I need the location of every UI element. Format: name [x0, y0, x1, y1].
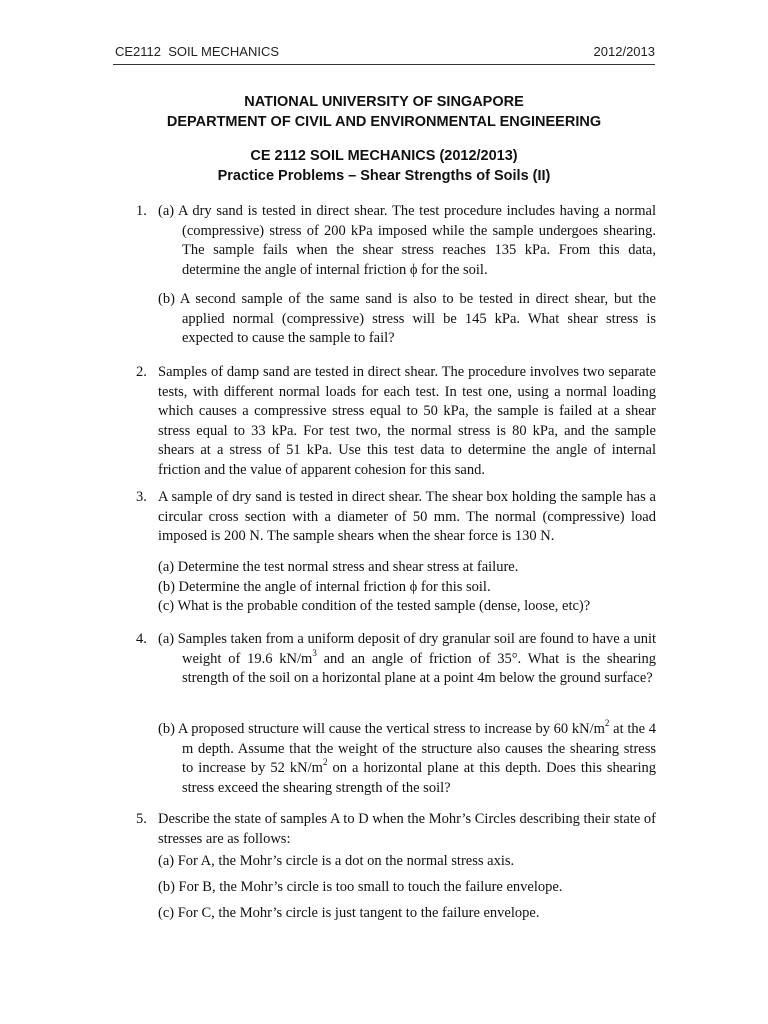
- problem-5-number: 5.: [136, 811, 147, 827]
- problem-3-part-a: (a) Determine the test normal stress and shear stress at failure.: [158, 559, 519, 575]
- cube-superscript: 3: [312, 647, 317, 658]
- problem-3-part-c: (c) What is the probable condition of the tested sample (dense, loose, etc)?: [158, 598, 591, 614]
- problem-5: [158, 810, 656, 849]
- institution-title: [113, 92, 655, 132]
- problem-4-part-b: [158, 720, 656, 798]
- problem-4-part-a-text: [158, 630, 656, 689]
- problem-2-text: Samples of damp sand are tested in direct shear. The procedure involves two separate tests, with different normal loads for each test. In test one, using a normal loading which causes a compressive stress equal to 50 kPa, the sample is failed at a shear stress equal to 33 kPa. For test two, the normal stress is 80 kPa, and the sample shears at a stress of 51 kPa. Use this test data to determine the angle of internal friction and the value of apparent cohesion for this sand.: [158, 364, 656, 478]
- problem-5-part-c-text: (c) For C, the Mohr’s circle is just tangent to the failure envelope.: [158, 905, 540, 921]
- problem-4-b-text-1: (b) A proposed structure will cause the vertical stress to increase by 60 kN/m: [158, 721, 605, 737]
- header-rule: [113, 64, 655, 65]
- problem-4-b-text-2: at the 4 m depth. Assume that the weight of the structure also causes the shearing stress to increase by 52 kN/m: [182, 721, 656, 776]
- problem-5-text: Describe the state of samples A to D when the Mohr’s Circles describing their state of stresses are as follows:: [158, 811, 656, 847]
- problem-3-number: 3.: [136, 489, 147, 505]
- problem-1-part-a-text: (a) A dry sand is tested in direct shear. The test procedure includes having a normal (compressive) stress of 200 kPa imposed while the sample undergoes shearing. The sample fails when the shear stress reaches 135 kPa. From this data, determine the angle of internal friction ϕ for the soil.: [158, 203, 656, 278]
- problem-4-a-text-1: (a) Samples taken from a uniform deposit of dry granular soil are found to have a unit weight of 19.6 kN/m: [158, 631, 656, 667]
- course-title: CE 2112 SOIL MECHANICS (2012/2013): [250, 148, 518, 164]
- problem-5-part-b: [158, 878, 656, 898]
- header-course: CE2112 SOIL MECHANICS: [115, 44, 279, 59]
- problem-5-part-b-text: (b) For B, the Mohr’s circle is too small to touch the failure envelope.: [158, 879, 563, 895]
- problem-1-part-b-text: (b) A second sample of the same sand is also to be tested in direct shear, but the applied normal (compressive) stress will be 145 kPa. What shear stress is expected to cause the sample to fail?: [158, 291, 656, 346]
- university-name: NATIONAL UNIVERSITY OF SINGAPORE: [244, 94, 524, 110]
- problem-4-a-text-2: and an angle of friction of 35°. What is the shearing strength of the soil on a horizontal plane at a point 4m below the ground surface?: [182, 650, 656, 686]
- problem-1-part-b: [158, 290, 656, 349]
- problem-4-part-a: [158, 630, 656, 689]
- problem-3: [158, 488, 656, 547]
- document-subtitle: Practice Problems – Shear Strengths of Soils (II): [217, 168, 551, 184]
- department-name: DEPARTMENT OF CIVIL AND ENVIRONMENTAL ENGINEERING: [166, 114, 602, 130]
- problem-1-number: 1.: [136, 203, 147, 219]
- header-year: 2012/2013: [593, 44, 655, 59]
- document-title: [113, 146, 655, 186]
- running-header: [115, 44, 655, 59]
- square-superscript: 2: [604, 718, 610, 729]
- problem-3-text: A sample of dry sand is tested in direct shear. The shear box holding the sample has a circular cross section with a diameter of 50 mm. The normal (compressive) load imposed is 200 N. The sample shears when the shear force is 130 N.: [158, 489, 656, 544]
- problem-4-part-b-text: [158, 720, 656, 798]
- problem-1-part-a: [158, 202, 656, 280]
- problem-5-part-a: [158, 852, 656, 872]
- square-superscript: 2: [322, 757, 328, 768]
- problem-5-part-c: [158, 904, 656, 924]
- problem-5-part-a-text: (a) For A, the Mohr’s circle is a dot on the normal stress axis.: [158, 853, 515, 869]
- problem-3-part-b: (b) Determine the angle of internal friction ϕ for this soil.: [158, 578, 491, 595]
- problem-4-b-text-3: on a horizontal plane at this depth. Does this shearing stress exceed the shearing strength of the soil?: [182, 760, 656, 796]
- problem-2-number: 2.: [136, 364, 147, 380]
- problem-2: [158, 363, 656, 480]
- problem-4-number: 4.: [136, 631, 147, 647]
- problem-3-parts: [158, 558, 656, 617]
